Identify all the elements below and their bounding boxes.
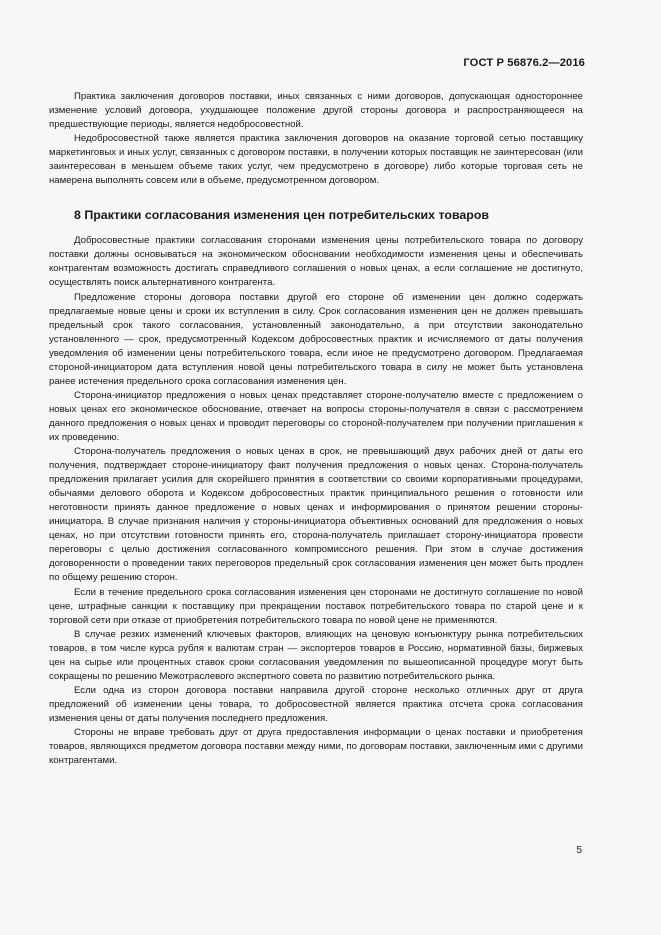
page-number: 5 — [576, 845, 582, 856]
section-8-paragraph-5: Если в течение предельного срока согласования изменения цен сторонами не достигнуто соглашение по новой цене, штрафные санкции к поставщику при прекращении поставок потребительского товара по старой цене и к торговой сети при отказе от приобретения потребительского товара по новой цене не применяются. — [49, 586, 583, 626]
section-8-paragraph-2: Предложение стороны договора поставки другой его стороне об изменении цен должно содержать предлагаемые новые цены и сроки их вступления в силу. Срок согласования изменения цен не должен превышать предельный срок такого согласования, установленный законодательно, а при отсутствии законодательно установленного — срок, предусмотренный Кодексом добросовестных практик и исчисляемого от даты получения уведомления об изменении цены потребительского товара, если иное не предусмотрено договором. Предлагаемая стороной-инициатором дата вступления новой цены потребительского товара в силу не может быть установлена ранее истечения предельного срока согласования изменения цен. — [49, 291, 583, 387]
section-8-paragraph-3: Сторона-инициатор предложения о новых ценах представляет стороне-получателю вместе с предложением о новых ценах его экономическое обоснование, отвечает на вопросы стороны-получателя в связи с рассмотрением данного предложения о новых ценах и проводит переговоры со стороной-получателем при получении приглашения к их проведению. — [49, 389, 583, 443]
section-8-paragraph-1: Добросовестные практики согласования сторонами изменения цены потребительского товара по договору поставки должны основываться на экономическом обосновании необходимости изменения цены и обеспечивать контрагентам возможность достигать справедливого соглашения о новых ценах, а если соглашение не достигнуто, осуществлять поиск альтернативного контрагента. — [49, 235, 583, 289]
section-8-paragraph-8: Стороны не вправе требовать друг от друга предоставления информации о ценах поставки и приобретения товаров, являющихся предметом договора поставки между ними, по договорам поставки, заключенным ими с другими контрагентами. — [49, 726, 583, 767]
section-8-paragraph-6: В случае резких изменений ключевых факторов, влияющих на ценовую конъюнктуру рынка потребительских товаров, в том числе курса рубля к валютам стран — экспортеров товаров в Россию, нормативной базы, биржевых цен на сырье или процентных ставок сроки согласования уведомления по вышеописанной процедуре могут быть сокращены по решению Межотраслевого экспертного совета по развитию потребительского рынка. — [49, 628, 583, 682]
paragraph-intro-1: Практика заключения договоров поставки, иных связанных с ними договоров, допускающая одностороннее изменение условий договора, ухудшающее положение другой стороны договора и распространяющееся на предшествующие периоды, является недобросовестной. — [49, 91, 583, 131]
paragraph-intro-2: Недобросовестной также является практика заключения договоров на оказание торговой сетью поставщику маркетинговых и иных услуг, связанных с договором поставки, в получении которых поставщик не заинтересован (или заинтересован в меньшем объеме таких услуг, чем предусмотрено в договоре) либо которые торговая сеть не намерена выполнять совсем или в объеме, предусмотренном договором. — [49, 133, 583, 187]
section-8-paragraph-4: Сторона-получатель предложения о новых ценах в срок, не превышающий двух рабочих дней от даты его получения, подтверждает стороне-инициатору факт получения предложения о новых ценах. Сторона-получатель предложения прилагает усилия для скорейшего принятия в соответствии со своими корпоративными процедурами, обычаями делового оборота и Кодексом добросовестных практик принципиального решения о готовности или неготовности принять данное предложение о новых ценах и информирования о принятом решении стороны-инициатора. В случае признания наличия у стороны-инициатора объективных оснований для предложения о новых ценах, но при отсутствии готовности принять его, сторона-получатель приглашает сторону-инициатора провести переговоры с целью достижения согласованного компромиссного решения. При этом в случае достижения договоренности о проведении таких переговоров предельный срок согласования изменения цен может быть продлен по общему решению сторон. — [49, 446, 583, 584]
section-8-title: 8 Практики согласования изменения цен потребительских товаров — [74, 208, 490, 223]
body-text — [49, 90, 583, 768]
document-header: ГОСТ Р 56876.2—2016 — [463, 57, 585, 69]
section-8-paragraph-7: Если одна из сторон договора поставки направила другой стороне несколько отличных друг от друга предложений об изменении цены товара, то добросовестной является практика отсчета срока согласования изменения цены от даты получения последнего предложения. — [49, 684, 583, 724]
